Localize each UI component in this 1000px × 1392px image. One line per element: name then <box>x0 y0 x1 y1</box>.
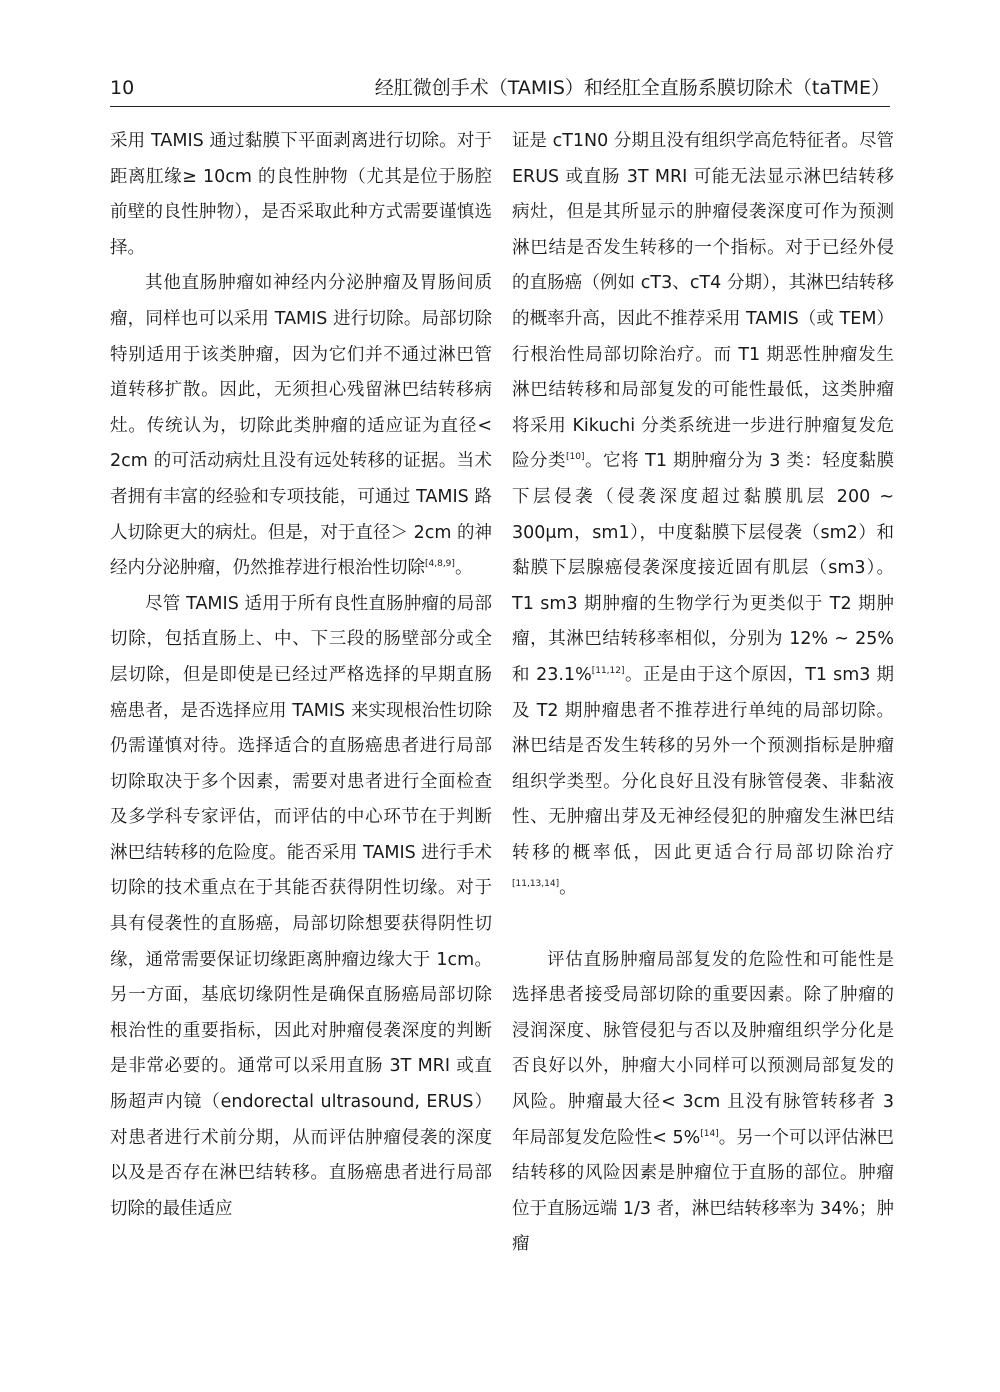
page-number: 10 <box>110 77 135 99</box>
paragraph-text: 。它将 T1 期肿瘤分为 3 类：轻度黏膜下层侵袭（侵袭深度超过黏膜肌层 200 ~ 300μm，sm1），中度黏膜下层侵袭（sm2）和黏膜下层腺癌侵袭深度接近固有肌层（sm3）。T1 sm3 期肿瘤的生物学行为更类似于 T2 期肿瘤，其淋巴结转移率相似，分别为 12% ~ 25% 和 23.1% <box>512 451 894 685</box>
paragraph-end: 。 <box>454 558 473 579</box>
right-column <box>512 124 894 1263</box>
paragraph-local-recurrence-risk <box>512 943 894 1263</box>
citation: [11,12] <box>591 665 625 676</box>
left-column <box>110 124 492 1227</box>
citation: [4,8,9] <box>425 559 455 570</box>
page-header <box>110 74 890 104</box>
citation: [11,13,14] <box>512 879 560 890</box>
paragraph-text: 。另一个可以评估淋巴结转移的风险因素是肿瘤位于直肠的部位。肿瘤位于直肠远端 1/3 者，淋巴结转移率为 34%；肿瘤 <box>512 1127 894 1255</box>
running-title: 经肛微创手术（TAMIS）和经肛全直肠系膜切除术（taTME） <box>374 77 890 99</box>
citation: [14] <box>700 1128 719 1139</box>
paragraph-text: 其他直肠肿瘤如神经内分泌肿瘤及胃肠间质瘤，同样也可以采用 TAMIS 进行切除。局部切除特别适用于该类肿瘤，因为它们并不通过淋巴管道转移扩散。因此，无须担心残留淋巴结转移病灶。传统认为，切除此类肿瘤的适应证为直径< 2cm 的可活动病灶且没有远处转移的证据。当术者拥有丰富的经验和专项技能，可通过 TAMIS 路人切除更大的病灶。但是，对于直径＞ 2cm 的神经内分泌肿瘤，仍然推荐进行根治性切除 <box>110 273 492 579</box>
paragraph-early-rectal-cancer: 尽管 TAMIS 适用于所有良性直肠肿瘤的局部切除，包括直肠上、中、下三段的肠壁部分或全层切除，但是即使是已经过严格选择的早期直肠癌患者，是否选择应用 TAMIS 来实现根治性切除仍需谨慎对待。选择适合的直肠癌患者进行局部切除取决于多个因素，需要对患者进行全面检查及多学科专家评估，而评估的中心环节在于判断淋巴结转移的危险度。能否采用 TAMIS 进行手术切除的技术重点在于其能否获得阴性切缘。对于具有侵袭性的直肠癌，局部切除想要获得阴性切缘，通常需要保证切缘距离肿瘤边缘大于 1cm。另一方面，基底切缘阴性是确保直肠癌局部切除根治性的重要指标，因此对肿瘤侵袭深度的判断是非常必要的。通常可以采用直肠 3T MRI 或直肠超声内镜（endorectal ultrasound, ERUS）对患者进行术前分期，从而评估肿瘤侵袭的深度以及是否存在淋巴结转移。直肠癌患者进行局部切除的最佳适应 <box>110 593 492 1219</box>
paragraph-end: 。 <box>559 878 577 899</box>
paragraph-indications-continued <box>512 124 894 907</box>
citation: [10] <box>566 452 585 463</box>
paragraph-neuroendocrine-tumors <box>110 266 492 586</box>
paragraph-text: 。正是由于这个原因，T1 sm3 期及 T2 期肿瘤患者不推荐进行单纯的局部切除。淋巴结是否发生转移的另外一个预测指标是肿瘤组织学类型。分化良好且没有脉管侵袭、非黏液性、无肿瘤出芽及无神经侵犯的肿瘤发生淋巴结转移的概率低，因此更适合行局部切除治疗 <box>512 664 895 863</box>
header-rule <box>110 106 890 107</box>
paragraph-text: 证是 cT1N0 分期且没有组织学高危特征者。尽管 ERUS 或直肠 3T MRI 可能无法显示淋巴结转移病灶，但是其所显示的肿瘤侵袭深度可作为预测淋巴结是否发生转移的一个指标。对于已经外侵的直肠癌（例如 cT3、cT4 分期），其淋巴结转移的概率升高，因此不推荐采用 TAMIS（或 TEM）行根治性局部切除治疗。而 T1 期恶性肿瘤发生淋巴结转移和局部复发的可能性最低，这类肿瘤将采用 Kikuchi 分类系统进一步进行肿瘤复发危险分类 <box>512 131 894 472</box>
paragraph-text: 评估直肠肿瘤局部复发的危险性和可能性是选择患者接受局部切除的重要因素。除了肿瘤的浸润深度、脉管侵犯与否以及肿瘤组织学分化是否良好以外，肿瘤大小同样可以预测局部复发的风险。肿瘤最大径< 3cm 且没有脉管转移者 3 年局部复发危险性< 5% <box>512 949 894 1148</box>
paragraph-benign-tumor-caution: 采用 TAMIS 通过黏膜下平面剥离进行切除。对于距离肛缘≥ 10cm 的良性肿物（尤其是位于肠腔前壁的良性肿物），是否采取此种方式需要谨慎选择。 <box>110 131 492 258</box>
